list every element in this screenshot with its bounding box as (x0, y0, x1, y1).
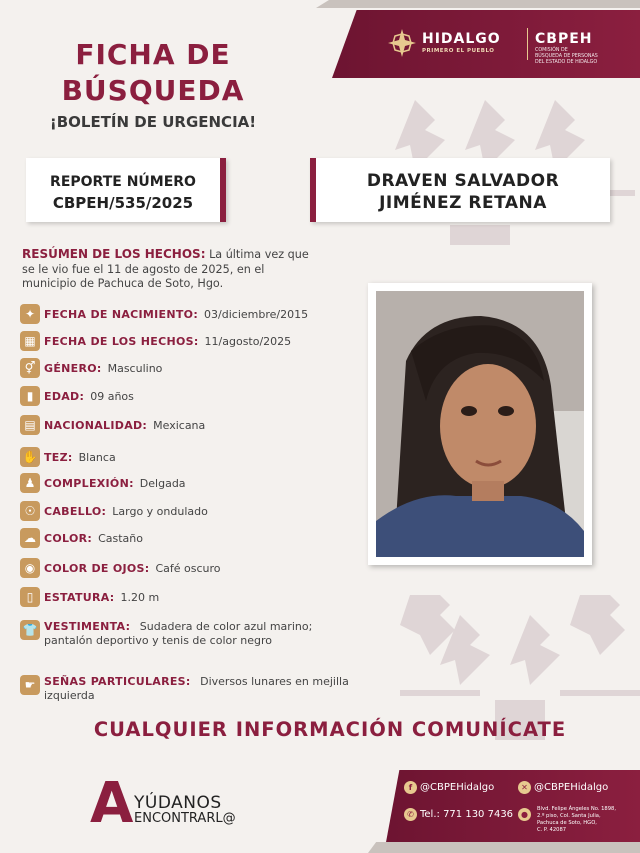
banner-slogan: PRIMERO EL PUEBLO (422, 48, 495, 54)
help-logo-letter: A (90, 771, 134, 836)
height-icon: ▯ (20, 587, 40, 607)
banner-comision-text: COMISIÓN DE BÚSQUEDA DE PERSONAS DEL ESTADO DE HIDALGO (535, 48, 598, 65)
page-title-line2: BÚSQUEDA (61, 74, 245, 107)
field-event-date: ▦ FECHA DE LOS HECHOS: 11/agosto/2025 (20, 330, 291, 352)
hair-color-icon: ☁ (20, 528, 40, 548)
field-hair: ☉ CABELLO: Largo y ondulado (20, 500, 208, 522)
summary-label: RESÚMEN DE LOS HECHOS: (22, 247, 206, 261)
banner-cbpeh-text: CBPEH (535, 31, 593, 47)
calendar-icon: ▦ (20, 331, 40, 351)
facebook-icon: f (404, 781, 417, 794)
facebook-contact[interactable]: f @CBPEHidalgo (404, 781, 494, 794)
phone-contact[interactable]: ✆ Tel.: 771 130 7436 (404, 808, 513, 821)
body-icon: ♟ (20, 473, 40, 493)
hidalgo-logo-icon (387, 28, 417, 58)
urgency-subtitle: ¡BOLETÍN DE URGENCIA! (49, 113, 257, 131)
summary-of-events (22, 247, 312, 292)
field-distinguishing-marks: ☛ SEÑAS PARTICULARES: Diversos lunares en mejilla izquierda (20, 675, 360, 703)
address-text: Blvd. Felipe Ángeles No. 1898, 2.º piso, Col. Santa Julia, Pachuca de Soto, HGO, C. P. 42087 (537, 806, 616, 833)
report-number: CBPEH/535/2025 (52, 194, 194, 212)
person-photo-frame (368, 283, 592, 565)
whatsapp-icon: ✆ (404, 808, 417, 821)
banner-hidalgo-text: HIDALGO (422, 31, 501, 47)
report-box (26, 158, 226, 222)
twitter-icon: ✕ (518, 781, 531, 794)
banner-stripe (316, 0, 640, 8)
marks-icon: ☛ (20, 675, 40, 695)
nationality-icon: ▤ (20, 415, 40, 435)
help-logo-line1: YÚDANOS (134, 793, 222, 813)
field-clothing: 👕 VESTIMENTA: Sudadera de color azul marino; pantalón deportivo y tenis de color negro (20, 620, 316, 648)
field-nationality: ▤ NACIONALIDAD: Mexicana (20, 414, 205, 436)
cake-icon: ✦ (20, 304, 40, 324)
field-skin: ✋ TEZ: Blanca (20, 446, 116, 468)
report-label: REPORTE NÚMERO (50, 174, 196, 190)
footer-stripe (368, 842, 640, 853)
twitter-contact[interactable]: ✕ @CBPEHidalgo (518, 781, 608, 794)
field-age: ▮ EDAD: 09 años (20, 385, 134, 407)
summary-text: La última vez que se le vio fue el 11 de agosto de 2025, en el municipio de Pachuca de Soto, Hgo. (22, 248, 309, 290)
address-pin (518, 808, 534, 821)
location-pin-icon: ● (518, 808, 531, 821)
field-birthdate: ✦ FECHA DE NACIMIENTO: 03/diciembre/2015 (20, 303, 308, 325)
banner-divider (527, 28, 528, 60)
skin-icon: ✋ (20, 447, 40, 467)
field-gender: ⚥ GÉNERO: Masculino (20, 357, 162, 379)
person-name-line2: JIMÉNEZ RETANA (379, 193, 547, 213)
field-height: ▯ ESTATURA: 1.20 m (20, 586, 159, 608)
help-logo-line2: ENCONTRARL@ (134, 811, 236, 826)
hair-icon: ☉ (20, 501, 40, 521)
call-to-action: CUALQUIER INFORMACIÓN COMUNÍCATE (93, 718, 567, 741)
shirt-icon: 👕 (20, 620, 40, 640)
person-name-box (310, 158, 610, 222)
page-title-line1: FICHA DE (75, 38, 231, 71)
eye-icon: ◉ (20, 558, 40, 578)
person-photo (376, 291, 584, 557)
person-name-line1: DRAVEN SALVADOR (366, 171, 560, 191)
age-icon: ▮ (20, 386, 40, 406)
field-hair-color: ☁ COLOR: Castaño (20, 527, 143, 549)
gender-icon: ⚥ (20, 358, 40, 378)
field-eye-color: ◉ COLOR DE OJOS: Café oscuro (20, 557, 221, 579)
field-build: ♟ COMPLEXIÓN: Delgada (20, 472, 186, 494)
